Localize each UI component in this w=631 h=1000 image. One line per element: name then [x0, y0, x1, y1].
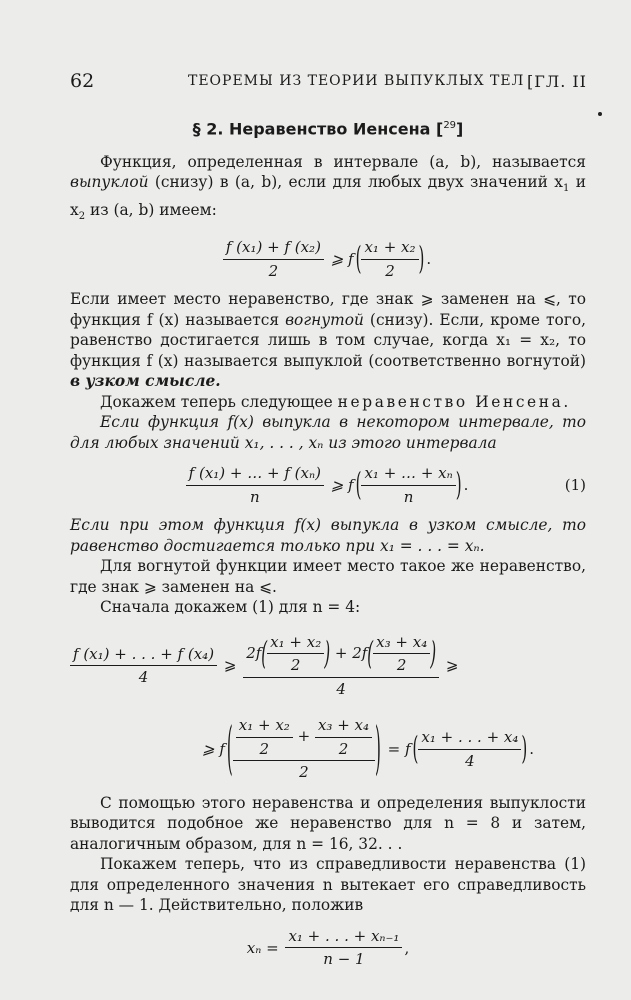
- ink-speck: [598, 112, 602, 116]
- theorem-statement: Если функция f(x) выпукла в некотором интервале, то для любых значений x₁, . . . , xₙ из этого интервала: [70, 413, 586, 452]
- paragraph-concave: Если имеет место неравенство, где знак ⩾ заменен на ⩽, то функция f (x) называется вогнутой (снизу). Если, кроме того, равенство достигается лишь в том случае, когда x₁ = x₂, то функция f (x) называется выпуклой (соответственно вогнутой) в узком смысле.: [70, 290, 587, 391]
- paragraph-descent: Покажем теперь, что из справедливости неравенства (1) для определенного значения n вытекает его справедливость для n — 1. Действительно, положив: [70, 855, 586, 915]
- page-number: 62: [70, 70, 95, 92]
- paragraph-concave-case: Для вогнутой функции имеет место такое же неравенство, где знак ⩾ заменен на ⩽.: [70, 557, 586, 596]
- paragraph-definition: Функция, определенная в интервале (a, b), называется выпуклой (снизу) в (a, b), если для любых двух значений $x_1$ и $x_2$ из (a, b) имеем:: [70, 152, 587, 222]
- formula-jensen: $\frac{\text{f (x₁) + … + f (xₙ)}}{n}$ ⩾ f ( $\frac{\text{x₁ + … + xₙ}}{n}$ ) . (1): [70, 463, 586, 507]
- page-body: [70, 114, 586, 978]
- running-title: ТЕОРЕМЫ ИЗ ТЕОРИИ ВЫПУКЛЫХ ТЕЛ: [188, 73, 525, 89]
- reference-number: 29: [443, 120, 457, 131]
- formula-convexity: $\frac{\text{f (x₁) + f (x₂)}}{2}$ ⩾ f ( $\frac{\text{x₁ + x₂}}{2}$ ) .: [70, 237, 586, 281]
- equation-number: (1): [564, 476, 586, 495]
- paragraph-n4: Сначала докажем (1) для n = 4:: [100, 598, 361, 617]
- theorem-equality-case: Если при этом функция f(x) выпукла в узком смысле, то равенство достигается только при x₁ = . . . = xₙ.: [70, 516, 586, 555]
- paragraph-jensen-intro: Докажем теперь следующее неравенство Иенсена.: [100, 392, 571, 411]
- chapter-mark: [ГЛ. II: [527, 72, 587, 91]
- formula-n4-second: ⩾ f ( $\frac{\text{x₁ + x₂}}{2}$ + $\frac{\text{x₃ + x₄}}{2}$ 2 ) = f ( $\frac{\text{x₁ + . . . + x₄}}{4}$ ) .: [202, 714, 535, 783]
- section-title: § 2. Неравенство Иенсена [$^{29}$]: [192, 119, 464, 139]
- running-header: [70, 70, 591, 94]
- formula-substitution: xₙ = $\frac{\text{x₁ + . . . + xₙ₋₁}}{n - 1}$ ,: [246, 926, 410, 969]
- paragraph-extension: С помощью этого неравенства и определения выпуклости выводится подобное же неравенство для n = 8 и затем, аналогичным образом, для n = 16, 32. . .: [70, 793, 586, 853]
- formula-n4-first: $\frac{\text{f (x₁) + . . . + f (x₄)}}{4}$ ⩾ 2f( $\frac{\text{x₁ + x₂}}{2}$ ) + 2f( $\frac{\text{x₃ + x₄}}{2}$ ) 4 ⩾: [70, 632, 586, 700]
- fraction: $\frac{\text{f (x₁) + f (x₂)}}{2}$: [223, 237, 324, 281]
